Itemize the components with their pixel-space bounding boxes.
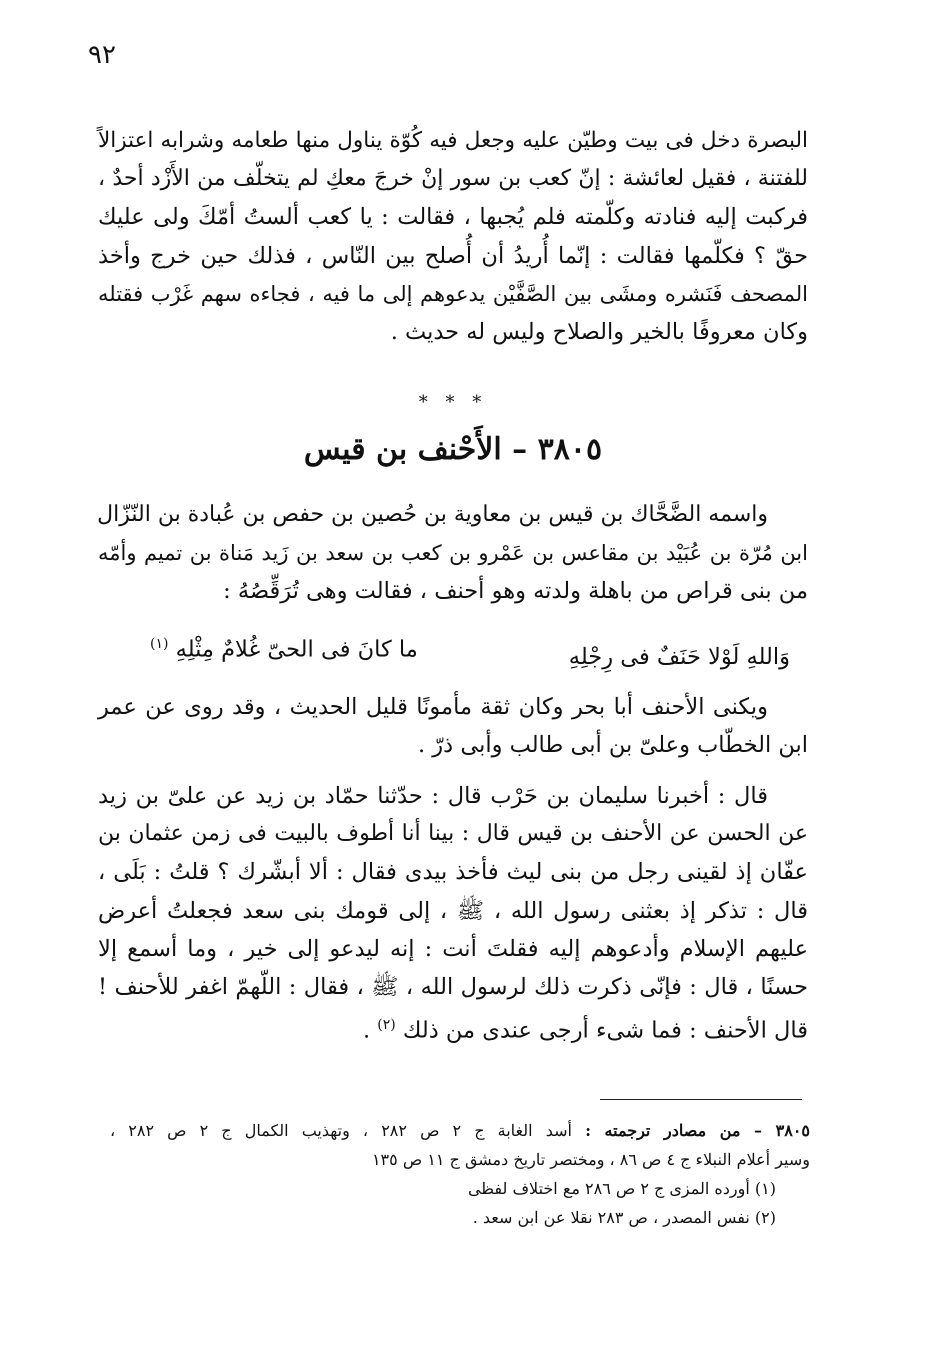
text-line: ويكنى الأحنف أبا بحر وكان ثقة مأمونًا قليل الحديث ، وقد روى عن عمر — [98, 694, 768, 720]
footnote-ref-2: (٢) — [377, 1017, 396, 1034]
text-line: ابن الخطّاب وعلىّ بن أبى طالب وأبى ذرّ . — [417, 732, 808, 759]
sentence-end: . — [362, 1017, 371, 1044]
kunya-paragraph — [98, 688, 808, 764]
text-line: قال : أخبرنا سليمان بن حَرْب قال : حدّثنا حمّاد بن زيد عن علىّ بن زيد — [98, 783, 768, 809]
text-line: وكان معروفًا بالخير والصلاح وليس له حديث . — [390, 318, 808, 345]
intro-paragraph — [98, 496, 808, 611]
footnote-divider — [600, 1099, 802, 1100]
sources-label: ٣٨٠٥ – من مصادر ترجمته : — [585, 1121, 811, 1140]
sources-note — [110, 1116, 810, 1145]
text-line: قال : تذكر إذ بعثنى رسول الله ، ﷺ ، إلى قومك بنى سعد فجعلتُ أعرض — [98, 897, 808, 924]
text-line: فركبت إليه فنادته وكلّمته فلم يُجبها ، فقالت : يا كعب ألستُ أمّكَ ولى عليك — [98, 204, 808, 231]
text-line: المصحف فَنَشره ومشَى بين الصَّفَّيْن يدعوهم إلى ما فيه ، فجاءه سهم غَرْب فقتله — [98, 281, 808, 306]
text-line: من بنى قراص من باهلة ولدته وهو أحنف ، فقالت وهى تُرَقِّصُهُ : — [223, 578, 808, 605]
text-line: حسنًا ، قال : فإنّى ذكرت ذلك لرسول الله ، ﷺ ، فقال : اللّهمّ اغفر للأحنف ! — [98, 973, 808, 1000]
text-line: عليهم الإسلام وأدعوهم إليه فقلتَ أنت : إنه ليدعو إلى خير ، وما أسمع إلا — [98, 935, 808, 962]
page-number: ٩٢ — [88, 40, 116, 70]
section-separator: * * * — [418, 392, 488, 413]
text-line: البصرة دخل فى بيت وطيّن عليه وجعل فيه كُوّة يناول منها طعامه وشرابه اعتزالاً — [98, 128, 808, 153]
verse-second-hemistich-wrap — [150, 636, 418, 663]
text-line: واسمه الضَّحَّاك بن قيس بن معاوية بن حُصين بن حفص بن عُبادة بن النّزّال — [97, 502, 768, 527]
footnote-2: (٢) نفس المصدر ، ص ٢٨٣ نقلا عن ابن سعد . — [472, 1208, 776, 1227]
text-line-final — [98, 1006, 808, 1044]
footnotes — [110, 1116, 810, 1232]
verse-first-hemistich: وَاللهِ لَوْلا حَنَفٌ فى رِجْلِهِ — [568, 644, 790, 670]
sources-note-continued: وسير أعلام النبلاء ج ٤ ص ٨٦ ، ومختصر تاريخ دمشق ج ١١ ص ١٣٥ — [371, 1150, 810, 1169]
text-line: ابن مُرّة بن عُبَيْد بن مقاعس بن عَمْرو بن كعب بن سعد بن زَيد مَناة بن تميم وأمّه — [98, 541, 808, 566]
text-line: عن الحسن عن الأحنف بن قيس قال : بينا أنا أطوف بالبيت فى زمن عثمان بن — [98, 821, 808, 847]
footnote-ref-1: (١) — [150, 636, 169, 652]
text-line: للفتنة ، فقيل لعائشة : إنّ كعب بن سور إنْ خرجَ معكِ لم يتخلّف من الأَزْد أحدٌ ، — [98, 166, 808, 192]
poetry-verse — [150, 636, 790, 680]
text-line: قال الأحنف : فما شىء أرجى عندى من ذلك — [402, 1017, 808, 1044]
text-line: حقّ ؟ فكلّمها فقالت : إنّما أُريدُ أن أُصلح بين النّاس ، فذلك حين خرج وأخذ — [98, 242, 808, 269]
text-line: عفّان إذ لقينى رجل من بنى ليث فأخذ بيدى فقال : ألا أبشّرك ؟ قلتُ : بَلَى ، — [98, 859, 808, 886]
entry-heading: ٣٨٠٥ – الأَحْنف بن قيس — [303, 432, 603, 467]
hadith-paragraph — [98, 777, 808, 1044]
footnote-1: (١) أورده المزى ج ٢ ص ٢٨٦ مع اختلاف لفظى — [467, 1179, 776, 1198]
sources-text: أسد الغابة ج ٢ ص ٢٨٢ ، وتهذيب الكمال ج ٢ ص ٢٨٢ ، — [110, 1121, 572, 1140]
verse-second-hemistich: ما كانَ فى الحىّ غُلامٌ مِثْلِهِ — [175, 636, 418, 663]
continued-paragraph — [98, 122, 808, 351]
